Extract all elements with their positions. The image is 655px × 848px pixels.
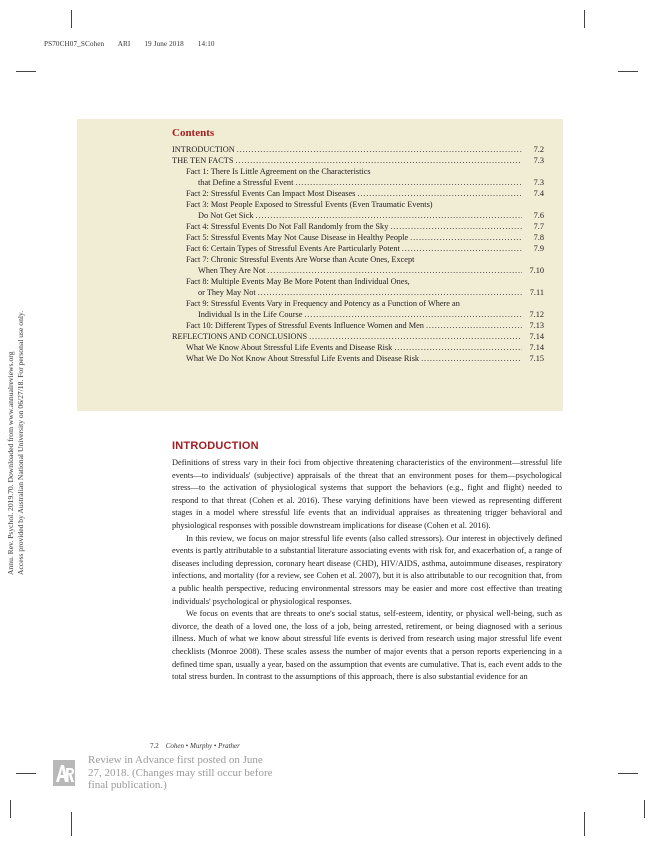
toc-leader-dots xyxy=(357,188,522,199)
review-in-advance-notice: Review in Advance first posted on June 27, 2018. (Changes may still occur before final publication.) xyxy=(88,754,273,792)
toc-entry-title: Fact 1: There Is Little Agreement on the Characteristics xyxy=(186,167,371,176)
toc-entry[interactable] xyxy=(172,166,544,177)
toc-entry[interactable] xyxy=(172,353,544,364)
toc-leader-dots xyxy=(426,320,522,331)
toc-entry[interactable] xyxy=(172,265,544,276)
crop-mark xyxy=(618,71,638,72)
crop-mark xyxy=(10,800,11,818)
toc-entry[interactable] xyxy=(172,177,544,188)
toc-entry[interactable] xyxy=(172,287,544,298)
toc-entry[interactable] xyxy=(172,221,544,232)
toc-entry-page: 7.3 xyxy=(533,178,544,187)
toc-entry-title: Individual Is in the Life Course xyxy=(198,310,303,319)
toc-entry-title: or They May Not xyxy=(198,288,256,297)
toc-title: Contents xyxy=(172,127,215,139)
paragraph: Definitions of stress vary in their foci from objective threatening characteristics of the environment—stressful life events—to individuals' (subjective) appraisals of the threat that an environment poses for them—psychological stress—to the activation of physiological systems that support the behaviors (e.g., fight and flight) needed to respond to that threat (Cohen et al. 2016). These varying definitions have been viewed as representing different stages in a model where stressful life events that an individual appraises as threatening trigger behavioral and physiological responses with possible downstream implications for disease (Cohen et al. 2016). xyxy=(172,458,562,530)
toc-entry-page: 7.8 xyxy=(533,233,544,242)
author-2: Murphy xyxy=(189,742,213,750)
toc-entry-page: 7.7 xyxy=(533,222,544,231)
crop-mark xyxy=(71,10,72,28)
toc-entry-page: 7.11 xyxy=(529,288,544,297)
toc-entry-title: Fact 10: Different Types of Stressful Events Influence Women and Men xyxy=(186,321,424,330)
toc-leader-dots xyxy=(394,342,522,353)
toc-entry-title: that Define a Stressful Event xyxy=(198,178,294,187)
file-id: PS70CH07_SCohen xyxy=(44,40,105,48)
side-note-line-1: Annu. Rev. Psychol. 2019.70. Downloaded from www.annualreviews.org xyxy=(6,351,15,575)
toc-entry-page: 7.15 xyxy=(529,354,544,363)
paragraph: We focus on events that are threats to one's social status, self-esteem, identity, or physical well-being, such as divorce, the death of a loved one, the loss of a job, being arrested, retirement, or being diagnosed with a serious illness. Much of what we know about stressful life events is derived from research using major stressful life event checklists (Monroe 2008). These scales assess the number of major events that a person reports experiencing in a defined time span, usually a year, based on the assumption that events are cumulative. That is, each event adds to the total stress burden. In contrast to the assumptions of this approach, there is also substantial evidence for an xyxy=(172,609,562,682)
toc-entry-title: What We Do Not Know About Stressful Life Events and Disease Risk xyxy=(186,354,420,363)
toc-entry-page: 7.9 xyxy=(533,244,544,253)
page-number: 7.2 xyxy=(150,742,159,750)
toc-entry[interactable] xyxy=(172,276,544,287)
toc-entry-page: 7.4 xyxy=(533,189,544,198)
toc-entry[interactable] xyxy=(172,188,544,199)
table-of-contents xyxy=(172,144,544,364)
side-note-line-2: Access provided by Australian National University on 06/27/18. For personal use only. xyxy=(15,310,25,575)
toc-entry-title: What We Know About Stressful Life Events and Disease Risk xyxy=(186,343,393,352)
toc-entry[interactable] xyxy=(172,210,544,221)
toc-entry-title: Do Not Get Sick xyxy=(198,211,254,220)
crop-mark xyxy=(16,71,36,72)
author-3: Prather xyxy=(218,742,240,750)
toc-entry-page: 7.12 xyxy=(529,310,544,319)
crop-mark xyxy=(644,800,645,818)
toc-entry-title: Fact 6: Certain Types of Stressful Events Are Particularly Potent xyxy=(186,244,400,253)
toc-leader-dots xyxy=(237,144,522,155)
author-1: Cohen xyxy=(165,742,185,750)
toc-entry-page: 7.2 xyxy=(533,145,544,154)
toc-leader-dots xyxy=(304,309,522,320)
toc-entry[interactable] xyxy=(172,309,544,320)
toc-leader-dots xyxy=(295,177,522,188)
toc-entry-title: THE TEN FACTS xyxy=(172,156,234,165)
toc-entry-page: 7.14 xyxy=(529,332,544,341)
crop-mark xyxy=(618,773,638,774)
separator: • xyxy=(185,742,189,750)
toc-entry[interactable] xyxy=(172,342,544,353)
annual-reviews-logo-icon xyxy=(53,760,75,786)
toc-entry-title: Fact 4: Stressful Events Do Not Fall Randomly from the Sky xyxy=(186,222,389,231)
toc-entry-title: REFLECTIONS AND CONCLUSIONS xyxy=(172,332,308,341)
toc-entry-title: Fact 2: Stressful Events Can Impact Most Diseases xyxy=(186,189,356,198)
toc-entry[interactable] xyxy=(172,144,544,155)
crop-mark xyxy=(16,773,36,774)
paragraph: In this review, we focus on major stressful life events (also called stressors). Our interest in objectively defined events is partly attributable to a substantial literature associating events with risk for, and exacerbation of, a range of diseases including depression, coronary heart disease (CHD), HIV/AIDS, asthma, autoimmune diseases, respiratory infections, and mortality (for a review, see Cohen et al. 2007), but it is also attributable to our recognition that, from a public health perspective, reducing environmental stressors may be easier and more cost effective than treating individuals' psychological or physiological responses. xyxy=(172,533,562,606)
toc-entry-title: INTRODUCTION xyxy=(172,145,235,154)
crop-mark xyxy=(71,812,72,836)
header-date: 19 June 2018 xyxy=(144,40,184,48)
toc-entry-page: 7.6 xyxy=(533,211,544,220)
separator: • xyxy=(213,742,217,750)
toc-entry-title: Fact 9: Stressful Events Vary in Frequency and Potency as a Function of Where an xyxy=(186,299,460,308)
toc-entry-title: Fact 3: Most People Exposed to Stressful Events (Even Traumatic Events) xyxy=(186,200,433,209)
toc-leader-dots xyxy=(235,155,522,166)
toc-leader-dots xyxy=(421,353,522,364)
toc-entry[interactable] xyxy=(172,199,544,210)
access-side-note xyxy=(6,311,25,575)
toc-leader-dots xyxy=(256,210,522,221)
toc-entry-title: Fact 5: Stressful Events May Not Cause Disease in Healthy People xyxy=(186,233,409,242)
page-footer xyxy=(150,742,240,750)
header-time: 14:10 xyxy=(197,40,215,48)
journal-code: ARI xyxy=(117,40,131,48)
crop-mark xyxy=(584,10,585,28)
toc-leader-dots xyxy=(258,287,522,298)
toc-entry-title: Fact 7: Chronic Stressful Events Are Worse than Acute Ones, Except xyxy=(186,255,415,264)
toc-entry[interactable] xyxy=(172,155,544,166)
toc-entry-title: Fact 8: Multiple Events May Be More Potent than Individual Ones, xyxy=(186,277,410,286)
toc-entry[interactable] xyxy=(172,243,544,254)
toc-entry[interactable] xyxy=(172,232,544,243)
crop-mark xyxy=(584,812,585,836)
toc-entry[interactable] xyxy=(172,298,544,309)
body-text xyxy=(172,457,562,684)
toc-entry-page: 7.3 xyxy=(533,156,544,165)
toc-leader-dots xyxy=(410,232,522,243)
toc-entry-page: 7.13 xyxy=(529,321,544,330)
toc-leader-dots xyxy=(309,331,522,342)
toc-entry[interactable] xyxy=(172,331,544,342)
toc-entry[interactable] xyxy=(172,320,544,331)
toc-entry-page: 7.14 xyxy=(529,343,544,352)
toc-leader-dots xyxy=(390,221,522,232)
toc-leader-dots xyxy=(402,243,522,254)
section-title: INTRODUCTION xyxy=(172,440,259,452)
running-header xyxy=(44,40,227,48)
toc-entry[interactable] xyxy=(172,254,544,265)
toc-leader-dots xyxy=(267,265,522,276)
toc-entry-title: When They Are Not xyxy=(198,266,266,275)
toc-entry-page: 7.10 xyxy=(529,266,544,275)
